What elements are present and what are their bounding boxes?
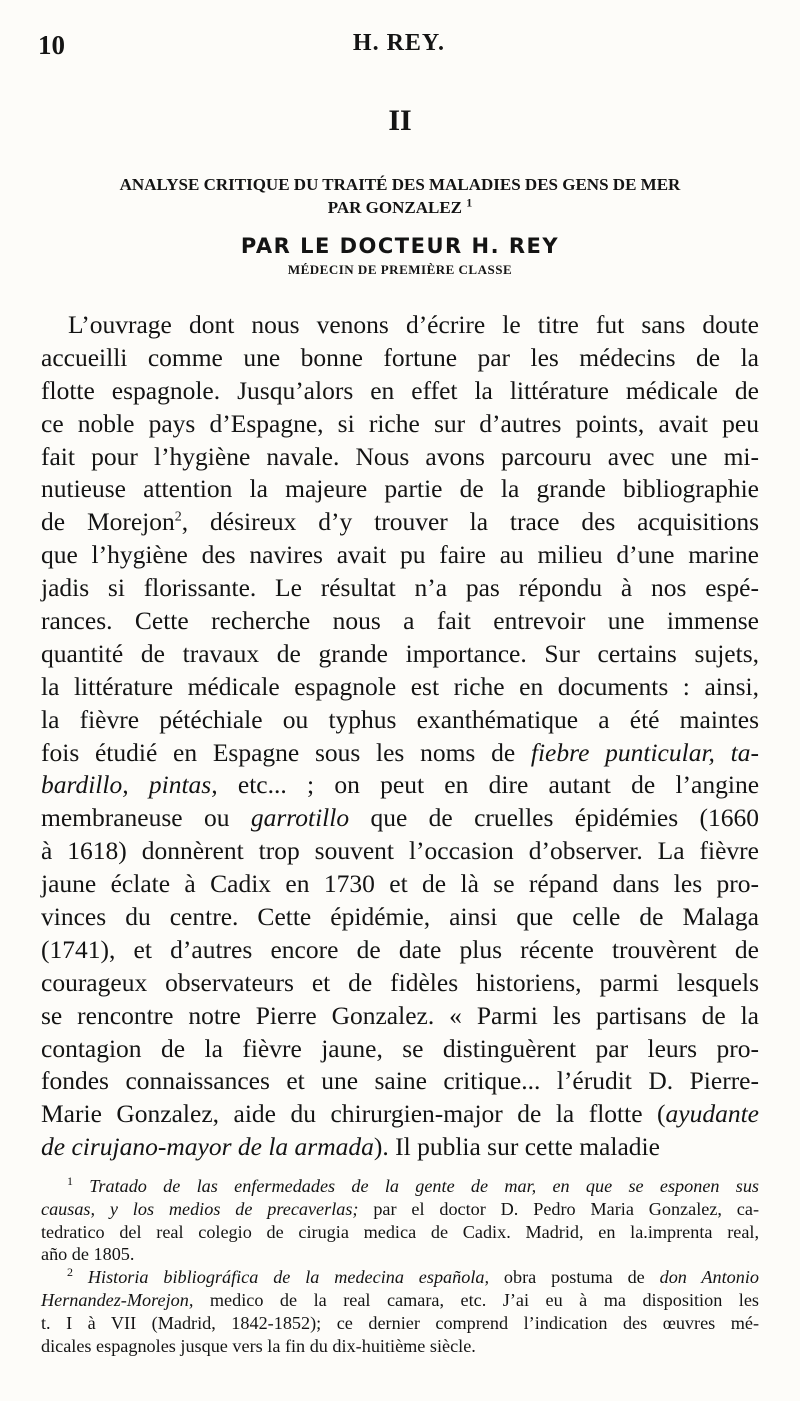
body-line: jadis si florissante. Le résultat n’a pas répondu à nos espé-: [41, 573, 759, 603]
footnote-text: par el doctor D. Pedro Maria Gonzalez, ca-: [358, 1198, 759, 1219]
body-line: accueilli comme une bonne fortune par les médecins de la: [41, 342, 759, 372]
body-line: fait pour l’hygiène navale. Nous avons parcouru avec une mi-: [41, 441, 759, 471]
body-segment: membraneuse ou: [41, 803, 251, 833]
author-byline: PAR LE DOCTEUR H. REY: [240, 234, 560, 258]
footnote-italic: causas, y los medios de precaverlas;: [41, 1198, 359, 1219]
title-line-2: [60, 196, 740, 219]
body-line: [41, 506, 759, 539]
footnote-italic: Historia bibliográfica de la medecina española,: [87, 1267, 490, 1288]
body-line: [41, 1098, 759, 1131]
running-head: H. REY.: [352, 30, 446, 56]
footnote-1-line: tedratico del real colegio de cirugia medica de Cadix. Madrid, en la.imprenta real,: [41, 1221, 759, 1242]
footnote-2-line: t. I à VII (Madrid, 1842-1852); ce dernier comprend l’indication des œuvres mé-: [41, 1312, 759, 1333]
article-title: [60, 173, 740, 219]
body-segment: de Morejon: [41, 507, 175, 537]
title-line-2-text: PAR GONZALEZ: [327, 198, 463, 217]
body-line: nutieuse attention la majeure partie de la grande bibliographie: [41, 474, 759, 504]
body-line: se rencontre notre Pierre Gonzalez. « Parmi les partisans de la: [41, 1000, 759, 1030]
body-segment: etc... ; on peut en dire autant de l’angine: [217, 770, 760, 800]
body-line: [41, 1131, 759, 1164]
body-line: flotte espagnole. Jusqu’alors en effet la littérature médicale de: [41, 375, 759, 405]
footnote-italic: don Antonio: [659, 1267, 760, 1288]
body-line: quantité de travaux de grande importance. Sur certains sujets,: [41, 638, 759, 668]
footnote-1-line: año de 1805.: [41, 1244, 135, 1265]
body-segment: Marie Gonzalez, aide du chirurgien-major de la flotte (: [41, 1099, 666, 1129]
body-text: [41, 309, 759, 1164]
body-segment: , désireux d’y trouver la trace des acquisitions: [181, 507, 759, 537]
title-line-1: ANALYSE CRITIQUE DU TRAITÉ DES MALADIES DES GENS DE MER: [119, 175, 681, 194]
body-line: [41, 802, 759, 835]
body-line: à 1618) donnèrent trop souvent l’occasion d’observer. La fièvre: [41, 836, 759, 866]
italic-term: de cirujano-mayor de la armada: [41, 1132, 374, 1162]
body-line: que l’hygiène des navires avait pu faire au milieu d’une marine: [41, 540, 759, 570]
footnote-italic: Hernandez-Morejon,: [41, 1289, 194, 1310]
author-rank: MÉDECIN DE PREMIÈRE CLASSE: [287, 262, 513, 277]
body-line: [41, 737, 759, 770]
page-header: [38, 30, 760, 70]
title-footnote-ref: 1: [466, 195, 473, 210]
footnotes: [41, 1175, 759, 1357]
footnote-text: medico de la real camara, etc. J’ai eu à ma disposition les: [193, 1289, 759, 1310]
body-line: courageux observateurs et de fidèles historiens, parmi lesquels: [41, 967, 759, 997]
footnote-2-line: dicales espagnoles jusque vers la fin du dix-huitième siècle.: [41, 1335, 476, 1356]
footnote-1-mark: 1: [67, 1173, 73, 1188]
body-line: fondes connaissances et une saine critique... l’érudit D. Pierre-: [41, 1066, 759, 1096]
body-line: ce noble pays d’Espagne, si riche sur d’autres points, avait peu: [41, 408, 759, 438]
italic-term: bardillo, pintas,: [41, 770, 218, 800]
body-line: la fièvre pétéchiale ou typhus exanthématique a été maintes: [41, 704, 759, 734]
footnote-2-line: [41, 1289, 759, 1312]
footnote-2-line: [41, 1266, 759, 1289]
footnote-italic: Tratado de las enfermedades de la gente de mar, en que se esponen sus: [89, 1176, 760, 1196]
body-line: jaune éclate à Cadix en 1730 et de là se répand dans les pro-: [41, 869, 759, 899]
body-line: contagion de la fièvre jaune, se distinguèrent par leurs pro-: [41, 1033, 759, 1063]
italic-term: ayudante: [665, 1099, 759, 1129]
body-line: rances. Cette recherche nous a fait entrevoir une immense: [41, 606, 759, 636]
footnote-text: obra postuma de: [489, 1267, 660, 1288]
body-line: vinces du centre. Cette épidémie, ainsi que celle de Malaga: [41, 902, 759, 932]
body-footnote-ref: 2: [174, 509, 182, 525]
footnote-1-line: [41, 1175, 759, 1198]
body-segment: fois étudié en Espagne sous les noms de: [41, 737, 531, 767]
body-line: la littérature médicale espagnole est riche en documents : ainsi,: [41, 671, 759, 701]
italic-term: garrotillo: [250, 803, 350, 833]
body-segment: que de cruelles épidémies (1660: [349, 803, 759, 833]
body-line: (1741), et d’autres encore de date plus récente trouvèrent de: [41, 934, 759, 964]
section-number: II: [388, 104, 412, 137]
body-line: [41, 769, 759, 802]
footnote-1-line: [41, 1198, 759, 1221]
body-line: L’ouvrage dont nous venons d’écrire le titre fut sans doute: [68, 310, 759, 339]
italic-term: fiebre punticular, ta-: [530, 737, 759, 767]
body-segment: ). Il publia sur cette maladie: [373, 1132, 660, 1162]
footnote-2-mark: 2: [67, 1265, 73, 1280]
page-number: 10: [38, 30, 65, 60]
